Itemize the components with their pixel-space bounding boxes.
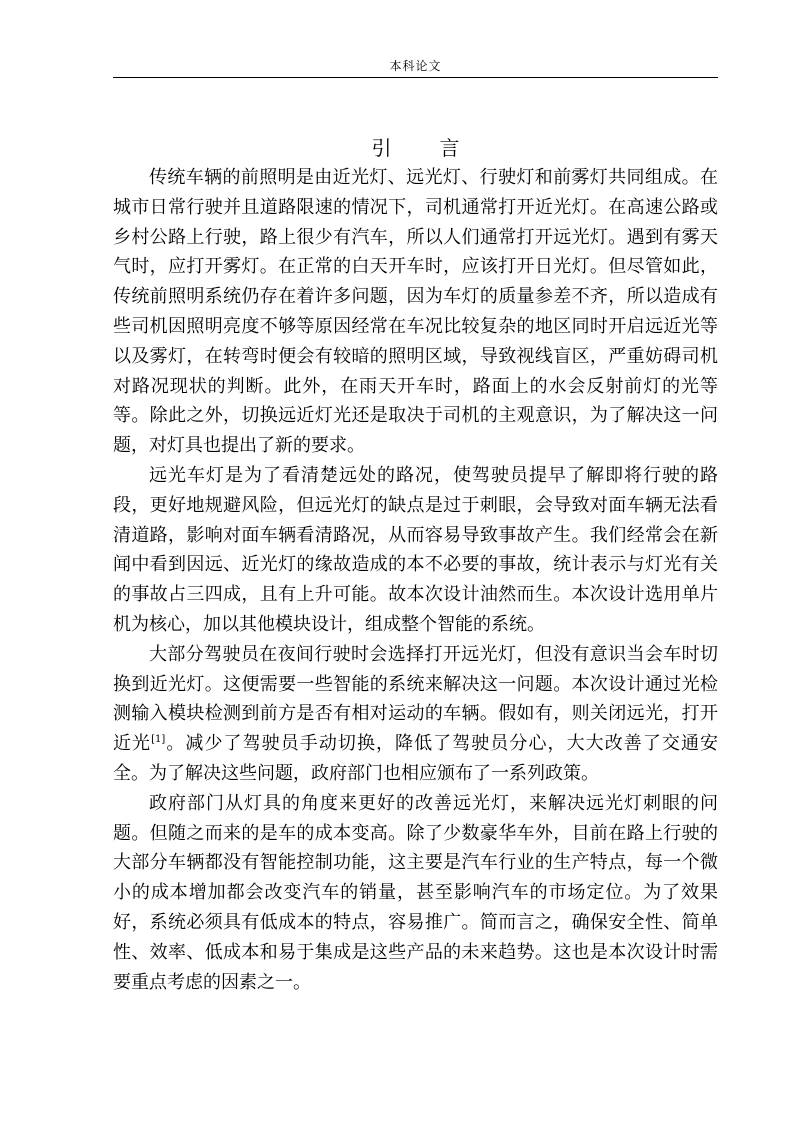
paragraph-3-text-a: 大部分驾驶员在夜间行驶时会选择打开远光灯，但没有意识当会车时切换到近光灯。这便需要一些智能的系统来解决这一问题。本次设计通过光检测输入模块检测到前方是否有相对运动的车辆。假如有，则关闭远光，打开近光	[113, 643, 718, 755]
section-title	[113, 132, 718, 161]
paragraph-4: 政府部门从灯具的角度来更好的改善远光灯，来解决远光灯刺眼的问题。但随之而来的是车的成本变高。除了少数豪华车外，目前在路上行驶的大部分车辆都没有智能控制功能，这主要是汽车行业的生产特点，每一个微小的成本增加都会改变汽车的销量，甚至影响汽车的市场定位。为了效果好，系统必须具有低成本的特点，容易推广。简而言之，确保安全性、简单性、效率、低成本和易于集成是这些产品的未来趋势。这也是本次设计时需要重点考虑的因素之一。	[113, 792, 718, 993]
body-text	[113, 163, 718, 997]
paragraph-3-text-b: 。减少了驾驶员手动切换，降低了驾驶员分心，大大改善了交通安全。为了解决这些问题，政府部门也相应颁布了一系列政策。	[113, 733, 719, 784]
title-char-1: 引	[371, 136, 392, 160]
paragraph-3	[113, 640, 718, 789]
paragraph-2: 远光车灯是为了看清楚远处的路况，使驾驶员提早了解即将行驶的路段，更好地规避风险，但远光灯的缺点是过于刺眼，会导致对面车辆无法看清道路，影响对面车辆看清路况，从而容易导致事故产生。我们经常会在新闻中看到因远、近光灯的缘故造成的本不必要的事故，统计表示与灯光有关的事故占三四成，且有上升可能。故本次设计油然而生。本次设计选用单片机为核心，加以其他模块设计，组成整个智能的系统。	[113, 464, 718, 635]
paragraph-1: 传统车辆的前照明是由近光灯、远光灯、行驶灯和前雾灯共同组成。在城市日常行驶并且道路限速的情况下，司机通常打开近光灯。在高速公路或乡村公路上行驶，路上很少有汽车，所以人们通常打开远光灯。遇到有雾天气时，应打开雾灯。在正常的白天开车时，应该打开日光灯。但尽管如此，传统前照明系统仍存在着许多问题，因为车灯的质量参差不齐，所以造成有些司机因照明亮度不够等原因经常在车况比较复杂的地区同时开启远近光等以及雾灯，在转弯时便会有较暗的照明区域，导致视线盲区，严重妨碍司机对路况现状的判断。此外，在雨天开车时，路面上的水会反射前灯的光等等。除此之外，切换远近灯光还是取决于司机的主观意识，为了解决这一问题，对灯具也提出了新的要求。	[113, 167, 718, 457]
page-header	[113, 54, 718, 78]
citation-ref: [1]	[151, 734, 166, 746]
header-text: 本科论文	[389, 59, 442, 73]
title-char-2: 言	[439, 136, 460, 160]
